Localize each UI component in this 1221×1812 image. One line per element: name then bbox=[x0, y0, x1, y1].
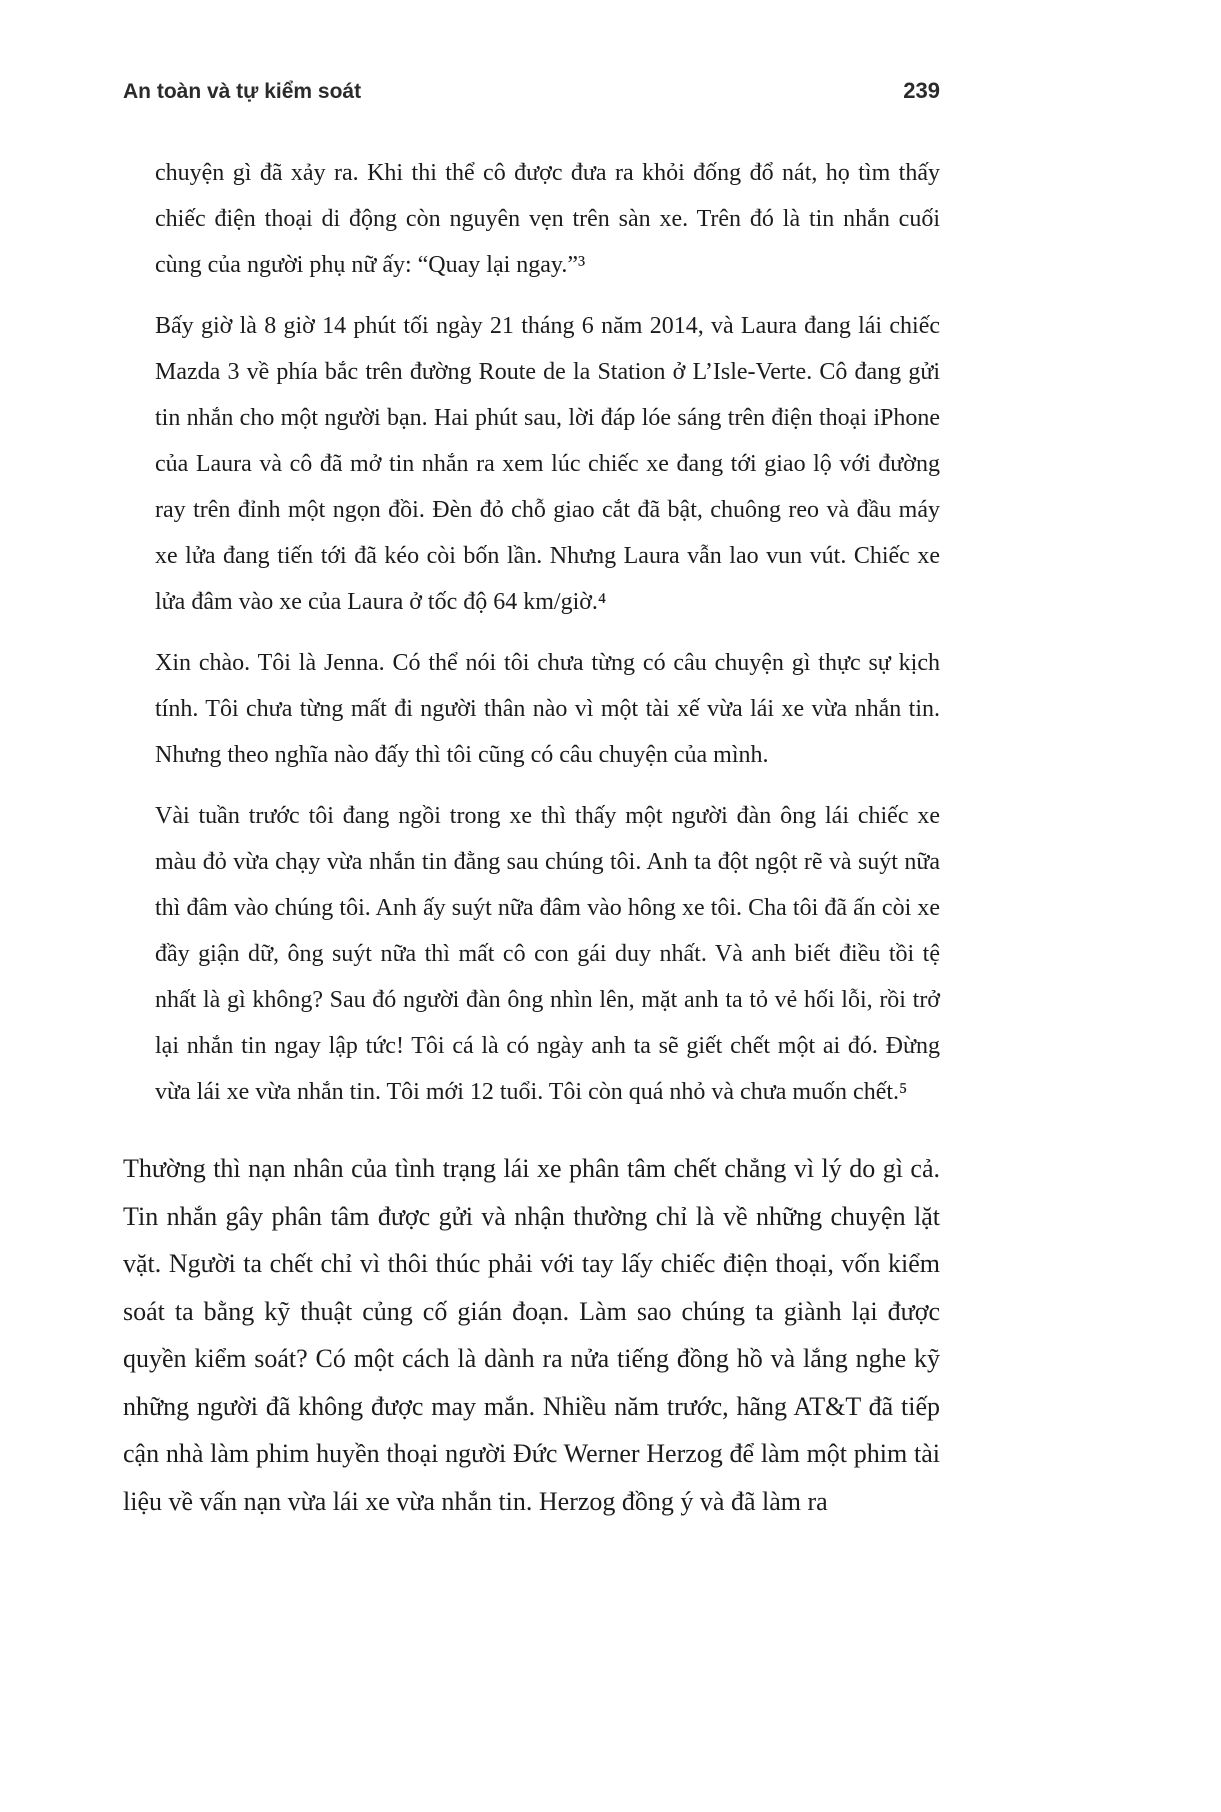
quote-paragraph: Bấy giờ là 8 giờ 14 phút tối ngày 21 tháng 6 năm 2014, và Laura đang lái chiếc Mazda 3 về phía bắc trên đường Route de la Station ở L’Isle-Verte. Cô đang gửi tin nhắn cho một người bạn. Hai phút sau, lời đáp lóe sáng trên điện thoại iPhone của Laura và cô đã mở tin nhắn ra xem lúc chiếc xe đang tới giao lộ với đường ray trên đỉnh một ngọn đồi. Đèn đỏ chỗ giao cắt đã bật, chuông reo và đầu máy xe lửa đang tiến tới đã kéo còi bốn lần. Nhưng Laura vẫn lao vun vút. Chiếc xe lửa đâm vào xe của Laura ở tốc độ 64 km/giờ.⁴ bbox=[155, 313, 940, 615]
running-title: An toàn và tự kiểm soát bbox=[123, 80, 362, 103]
quote-paragraph: chuyện gì đã xảy ra. Khi thi thể cô được đưa ra khỏi đống đổ nát, họ tìm thấy chiếc điện thoại di động còn nguyên vẹn trên sàn xe. Trên đó là tin nhắn cuối cùng của người phụ nữ ấy: “Quay lại ngay.”³ bbox=[155, 160, 940, 278]
quote-block bbox=[155, 150, 940, 1115]
running-header bbox=[123, 78, 940, 104]
page-number: 239 bbox=[903, 78, 940, 103]
quote-paragraph: Xin chào. Tôi là Jenna. Có thể nói tôi chưa từng có câu chuyện gì thực sự kịch tính. Tôi chưa từng mất đi người thân nào vì một tài xế vừa lái xe vừa nhắn tin. Nhưng theo nghĩa nào đấy thì tôi cũng có câu chuyện của mình. bbox=[155, 650, 940, 768]
quote-paragraph: Vài tuần trước tôi đang ngồi trong xe thì thấy một người đàn ông lái chiếc xe màu đỏ vừa chạy vừa nhắn tin đằng sau chúng tôi. Anh ta đột ngột rẽ và suýt nữa thì đâm vào chúng tôi. Anh ấy suýt nữa đâm vào hông xe tôi. Cha tôi đã ấn còi xe đầy giận dữ, ông suýt nữa thì mất cô con gái duy nhất. Và anh biết điều tồi tệ nhất là gì không? Sau đó người đàn ông nhìn lên, mặt anh ta tỏ vẻ hối lỗi, rồi trở lại nhắn tin ngay lập tức! Tôi cá là có ngày anh ta sẽ giết chết một ai đó. Đừng vừa lái xe vừa nhắn tin. Tôi mới 12 tuổi. Tôi còn quá nhỏ và chưa muốn chết.⁵ bbox=[155, 803, 940, 1105]
body-paragraph: Thường thì nạn nhân của tình trạng lái xe phân tâm chết chẳng vì lý do gì cả. Tin nhắn gây phân tâm được gửi và nhận thường chỉ là về những chuyện lặt vặt. Người ta chết chỉ vì thôi thúc phải với tay lấy chiếc điện thoại, vốn kiểm soát ta bằng kỹ thuật củng cố gián đoạn. Làm sao chúng ta giành lại được quyền kiểm soát? Có một cách là dành ra nửa tiếng đồng hồ và lắng nghe kỹ những người đã không được may mắn. Nhiều năm trước, hãng AT&T đã tiếp cận nhà làm phim huyền thoại người Đức Werner Herzog để làm một phim tài liệu về vấn nạn vừa lái xe vừa nhắn tin. Herzog đồng ý và đã làm ra bbox=[123, 1154, 940, 1516]
body-text bbox=[123, 1145, 940, 1525]
